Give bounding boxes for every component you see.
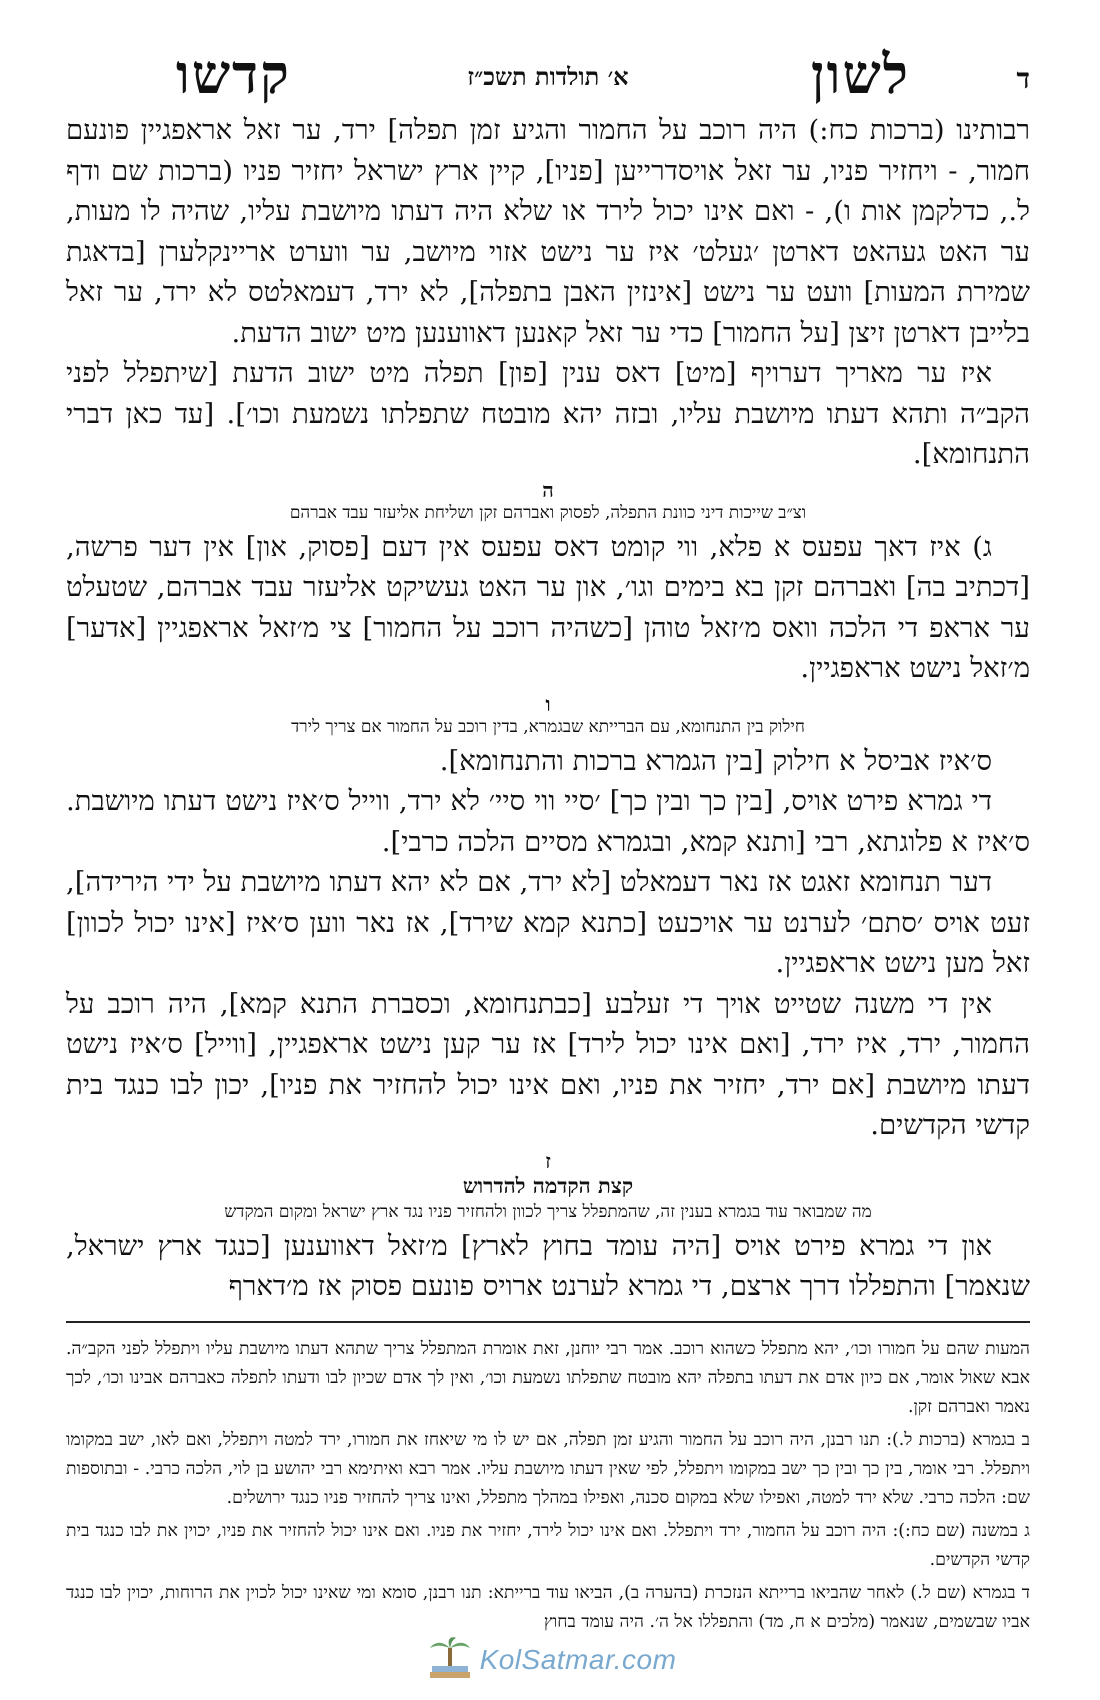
paragraph: אין די משנה שטייט אויך די זעלבע [כבתנחומא, וכסברת התנא קמא], היה רוכב על החמור, ירד, איז ירד, [ואם אינו יכול לירד] אז ער קען נישט אראפגיין, [ווייל] ס׳איז נישט דעתו מיושבת [אם ירד, יחזיר את פניו, ואם אינו יכול להחזיר את פניו], יכון לבו כנגד בית קדשי הקדשים. <box>66 987 1030 1141</box>
footnote: ב בגמרא (ברכות ל.): תנו רבנן, היה רוכב על החמור והגיע זמן תפלה, אם יש לו מי שיאחז את חמורו, ירד למטה ויתפלל, ואם לאו, ישב במקומו ויתפלל. רבי אומר, בין כך ובין כך ישב במקומו ויתפלל, לפי שאין דעתו מיושבת עליו. אמר רבא ואיתימא רבי יהושע בן לוי, הלכה כרבי. - ובתוספות שם: הלכה כרבי. שלא ירד למטה, ואפילו שלא במקום סכנה, ואפילו במהלך מתפלל, ואינו צריך להחזיר פניו כנגד ירושלים. <box>66 1429 1030 1508</box>
section-subtitle: וצ״ב שייכות דיני כוונת התפלה, לפסוק ואברהם זקן ושליחת אליעזר עבד אברהם <box>289 502 807 523</box>
paragraph: די גמרא פירט אויס, [בין כך ובין כך] ׳סיי ווי סיי׳ לא ירד, ווייל ס׳איז נישט דעתו מיושבת. ס׳איז א פלוגתא, רבי [ותנא קמא, ובגמרא מסיים הלכה כרבי]. <box>66 785 1030 858</box>
footnote: המעות שהם על חמורו וכו׳, יהא מתפלל כשהוא רוכב. אמר רבי יוחנן, זאת אומרת המתפלל צריך שתהא דעתו מיושבת עליו ויתפלל לפני הקב״ה. אבא שאול אומר, אם כיון אדם את דעתו בתפלה יהא מובטח שתפלתו נשמעת וכו׳, ואין לך אדם שכיון לבו ודעתו לתפלה כאברהם אבינו וכו׳, לכך נאמר ואברהם זקן. <box>66 1338 1030 1417</box>
section-heading-he <box>66 479 1030 525</box>
running-title-kodsho: קדשו <box>176 42 291 106</box>
paragraph: רבותינו (ברכות כח:) היה רוכב על החמור והגיע זמן תפלה] ירד, ער זאל אראפגיין פונעם חמור, - ויחזיר פניו, ער זאל אויסדרייען [פניו], קיין ארץ ישראל יחזיר פניו (ברכות שם ודף ל., כדלקמן אות ו), - ואם אינו יכול לירד או שלא היה דעתו מיושבת עליו, שהיה לו מעות, ער האט געהאט דארטן ׳געלט׳ איז ער נישט אזוי מיושב, ער ווערט אריינקלערן [בדאגת שמירת המעות] וועט ער נישט [אינזין האבן בתפלה], לא ירד, דעמאלטס לא ירד, ער זאל בלייבן דארטן זיצן [על החמור] כדי ער זאל קאנען דאווענען מיט ישוב הדעת. <box>66 114 1030 349</box>
section-heading-zayin <box>66 1150 1030 1224</box>
section-heading-vav <box>66 693 1030 739</box>
footnote: ד בגמרא (שם ל.) לאחר שהביאו ברייתא הנזכרת (בהערה ב), הביאו עוד ברייתא: תנו רבנן, סומא ומי שאינו יכול לכוין את הרוחות, יכוין לבו כנגד אביו שבשמים, שנאמר (מלכים א ח, מד) והתפללו אל ה׳. היה עומד בחוץ <box>66 1582 1030 1632</box>
page-number: ד <box>1016 62 1030 95</box>
paragraph: דער תנחומא זאגט אז נאר דעמאלט [לא ירד, אם לא יהא דעתו מיושבת על ידי הירידה], זעט אויס ׳סתם׳ לערנט ער אויכעט [כתנא קמא שירד], אז נאר ווען ס׳איז [אינו יכול לכוון] זאל מען נישט אראפגיין. <box>66 866 1030 979</box>
watermark-text: KolSatmar.com <box>479 1644 677 1675</box>
footnote-divider <box>66 1321 1030 1323</box>
page-header <box>66 0 1030 110</box>
section-letter: ו <box>545 691 551 716</box>
kolsatmar-watermark <box>400 1632 700 1688</box>
main-text <box>66 110 1030 1307</box>
section-subtitle: חילוק בין התנחומא, עם הברייתא שבגמרא, בדין רוכב על החמור אם צריך לירד <box>291 716 805 737</box>
running-title-lashon: לשון <box>810 42 910 106</box>
running-subtitle: א׳ תולדות תשכ״ז <box>467 62 629 91</box>
paragraph: ג) איז דאך עפעס א פלא, ווי קומט דאס עפעס אין דעם [פסוק, און] אין דער פרשה, [דכתיב בה] ואברהם זקן בא בימים וגו׳, און ער האט געשיקט אליעזר עבד אברהם, שטעלט ער אראפ די הלכה וואס מ׳זאל טוהן [כשהיה רוכב על החמור] צי מ׳זאל אראפגיין [אדער] מ׳זאל נישט אראפגיין. <box>66 530 1030 684</box>
section-letter: ה <box>542 477 554 502</box>
palm-tree-books-icon <box>424 1634 476 1686</box>
paragraph: און די גמרא פירט אויס [היה עומד בחוץ לארץ] מ׳זאל דאווענען [כנגד ארץ ישראל, שנאמר] והתפללו דרך ארצם, די גמרא לערנט ארויס פונעם פסוק אז מ׳דארף <box>66 1229 1030 1302</box>
paragraph: איז ער מאריך דערויף [מיט] דאס ענין [פון] תפלה מיט ישוב הדעת [שיתפלל לפני הקב״ה ותהא דעתו מיושבת עליו, ובזה יהא מובטח שתפלתו נשמעת וכו׳]. [עד כאן דברי התנחומא]. <box>66 357 1030 470</box>
section-subtitle: מה שמבואר עוד בגמרא בענין זה, שהמתפלל צריך לכוון ולהחזיר פניו נגד ארץ ישראל ומקום המקדש <box>224 1201 872 1222</box>
paragraph: ס׳איז אביסל א חילוק [בין הגמרא ברכות והתנחומא]. <box>439 744 992 777</box>
section-letter: ז <box>545 1148 551 1173</box>
footnotes <box>66 1335 1030 1637</box>
footnote: ג במשנה (שם כח:): היה רוכב על החמור, ירד ויתפלל. ואם אינו יכול לירד, יחזיר את פניו. ואם אינו יכול להחזיר את פניו, יכוין את לבו כנגד בית קדשי הקדשים. <box>66 1520 1030 1570</box>
section-title: קצת הקדמה להדרוש <box>462 1172 634 1198</box>
